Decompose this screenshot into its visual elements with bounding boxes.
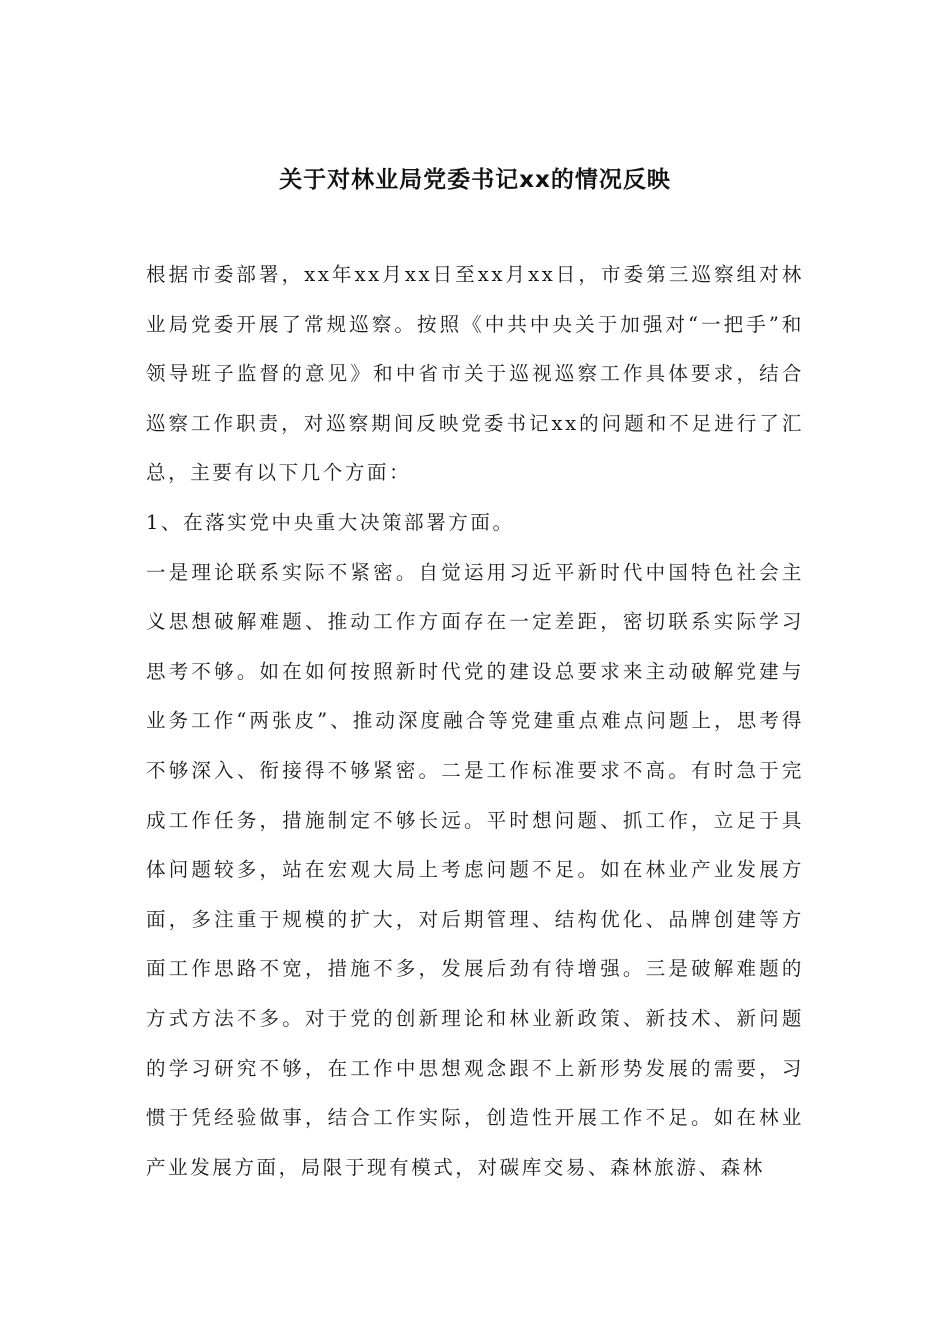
document-body (146, 250, 804, 1192)
document-title: 关于对林业局党委书记xx的情况反映 (279, 167, 671, 193)
paragraph-section-heading: 1、在落实党中央重大决策部署方面。 (146, 510, 515, 534)
paragraph-main: 一是理论联系实际不紧密。自觉运用习近平新时代中国特色社会主义思想破解难题、推动工作方面存在一定差距，密切联系实际学习思考不够。如在如何按照新时代党的建设总要求来主动破解党建与业务工作“两张皮”、推动深度融合等党建重点难点问题上，思考得不够深入、衔接得不够紧密。二是工作标准要求不高。有时急于完成工作任务，措施制定不够长远。平时想问题、抓工作，立足于具体问题较多，站在宏观大局上考虑问题不足。如在林业产业发展方面，多注重于规模的扩大，对后期管理、结构优化、品牌创建等方面工作思路不宽，措施不多，发展后劲有待增强。三是破解难题的方式方法不多。对于党的创新理论和林业新政策、新技术、新问题的学习研究不够，在工作中思想观念跟不上新形势发展的需要，习惯于凭经验做事，结合工作实际，创造性开展工作不足。如在林业产业发展方面，局限于现有模式，对碳库交易、森林旅游、森林 (146, 560, 804, 1179)
paragraph-intro: 根据市委部署，xx年xx月xx日至xx月xx日，市委第三巡察组对林业局党委开展了常规巡察。按照《中共中央关于加强对“一把手”和领导班子监督的意见》和中省市关于巡视巡察工作具体要求，结合巡察工作职责，对巡察期间反映党委书记xx的问题和不足进行了汇总，主要有以下几个方面： (146, 263, 804, 485)
